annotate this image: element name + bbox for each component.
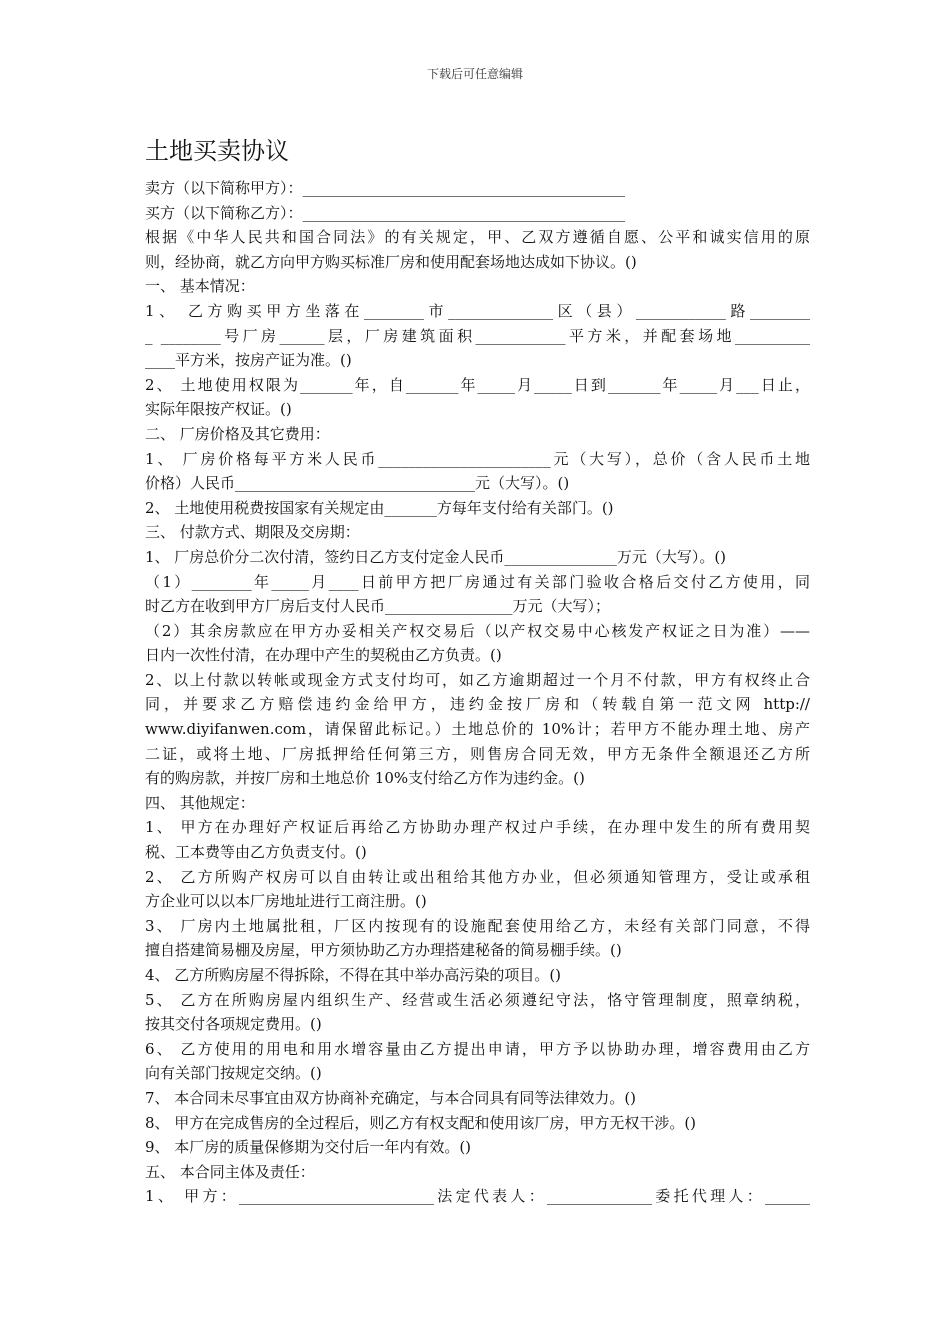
text-line: 买方（以下简称乙方）：___________________________________________ <box>145 203 626 222</box>
page-header: 下载后可任意编辑 <box>426 67 523 81</box>
text-line: 二证，或将土地、厂房抵押给任何第三方，则售房合同无效，甲方无条件全额退还乙方所 <box>145 744 810 763</box>
text-line: 实际年限按产权证。() <box>145 400 292 419</box>
text-line: 四、 其他规定： <box>145 793 255 812</box>
text-line: 1、 厂房总价分二次付清，签约日乙方支付定金人民币_______________万元（大写）。() <box>145 547 727 566</box>
text-line: 9、 本厂房的质量保修期为交付后一年内有效。() <box>145 1138 472 1157</box>
text-line: www.diyifanwen.com，请保留此标记。）土地总价的 10%计；若甲方不能办理土地、房产 <box>145 720 810 739</box>
text-line: 向有关部门按规定交纳。() <box>145 1064 322 1083</box>
text-line: 6、 乙方使用的用电和用水增容量由乙方提出申请，甲方予以协助办理，增容费用由乙方 <box>145 1039 810 1058</box>
document-body <box>145 176 810 1209</box>
text-line: 卖方（以下简称甲方）：___________________________________________ <box>145 179 626 197</box>
text-line: 3、 厂房内土地属批租，厂区内按现有的设施配套使用给乙方，未经有关部门同意，不得 <box>145 916 810 935</box>
text-line: 7、 本合同未尽事宜由双方协商补充确定，与本合同具有同等法律效力。() <box>145 1088 637 1107</box>
text-line: 8、 甲方在完成售房的全过程后，则乙方有权支配和使用该厂房，甲方无权干涉。() <box>145 1113 697 1132</box>
text-line: _ ________号厂房______层，厂房建筑面积____________平方米，并配套场地__________ <box>145 326 810 345</box>
text-line: 根据《中华人民共和国合同法》的有关规定，甲、乙双方遵循自愿、公平和诚实信用的原 <box>145 228 810 247</box>
text-line: ____平方米，按房产证为准。() <box>145 351 352 370</box>
text-line: 2、 土地使用税费按国家有关规定由_______方每年支付给有关部门。() <box>145 498 614 517</box>
text-line: 时乙方在收到甲方厂房后支付人民币_________________万元（大写）； <box>145 597 611 616</box>
text-line: 同，并要求乙方赔偿违约金给甲方，违约金按厂房和（转载自第一范文网 http:// <box>145 695 810 714</box>
text-line: 5、 乙方在所购房屋内组织生产、经营或生活必须遵纪守法，恪守管理制度，照章纳税， <box>145 990 810 1009</box>
text-line: （2）其余房款应在甲方办妥相关产权交易后（以产权交易中心核发产权证之日为准）—— <box>145 621 810 640</box>
text-line: 三、 付款方式、期限及交房期： <box>145 523 360 542</box>
text-line: 价格）人民币________________________________元（大写）。() <box>145 474 570 493</box>
text-line: 擅自搭建简易棚及房屋，甲方须协助乙方办理搭建秘备的简易棚手续。() <box>145 941 622 960</box>
text-line: 4、 乙方所购房屋不得拆除，不得在其中举办高污染的项目。() <box>145 966 562 984</box>
text-line: 二、 厂房价格及其它费用： <box>145 424 330 443</box>
text-line: 日内一次性付清，在办理中产生的契税由乙方负责。() <box>145 646 502 665</box>
text-line: 按其交付各项规定费用。() <box>145 1015 322 1034</box>
text-line: 1、 甲方在办理好产权证后再给乙方协助办理产权过户手续，在办理中发生的所有费用契 <box>145 818 810 837</box>
document-title: 土地买卖协议 <box>145 137 289 165</box>
text-line: 五、 本合同主体及责任： <box>145 1162 315 1181</box>
text-line: 2、 乙方所购产权房可以自由转让或出租给其他方办业，但必须通知管理方，受让或承租 <box>145 867 810 886</box>
text-line: （1）________年_____月____日前甲方把厂房通过有关部门验收合格后交付乙方使用，同 <box>145 572 810 591</box>
text-line: 1、 乙方购买甲方坐落在________市______________区（县）____________路________ <box>145 301 810 320</box>
text-line: 有的购房款，并按厂房和土地总价 10%支付给乙方作为违约金。() <box>145 769 585 788</box>
text-line: 1、 厂房价格每平方米人民币_______________________元（大写），总价（含人民币土地 <box>145 449 810 468</box>
text-line: 一、 基本情况： <box>145 277 255 296</box>
text-line: 2、 土地使用权限为_______年，自_______年_____月_____日到_______年_____月___日止， <box>145 375 810 394</box>
text-line: 则，经协商，就乙方向甲方购买标准厂房和使用配套场地达成如下协议。() <box>145 252 637 271</box>
text-line: 税、工本费等由乙方负责支付。() <box>145 843 367 862</box>
text-line: 方企业可以以本厂房地址进行工商注册。() <box>145 892 427 911</box>
text-line: 2、以上付款以转帐或现金方式支付均可，如乙方逾期超过一个月不付款，甲方有权终止合 <box>145 670 810 689</box>
text-line: 1、 甲方：__________________________法定代表人：______________委托代理人：______ <box>145 1187 810 1206</box>
